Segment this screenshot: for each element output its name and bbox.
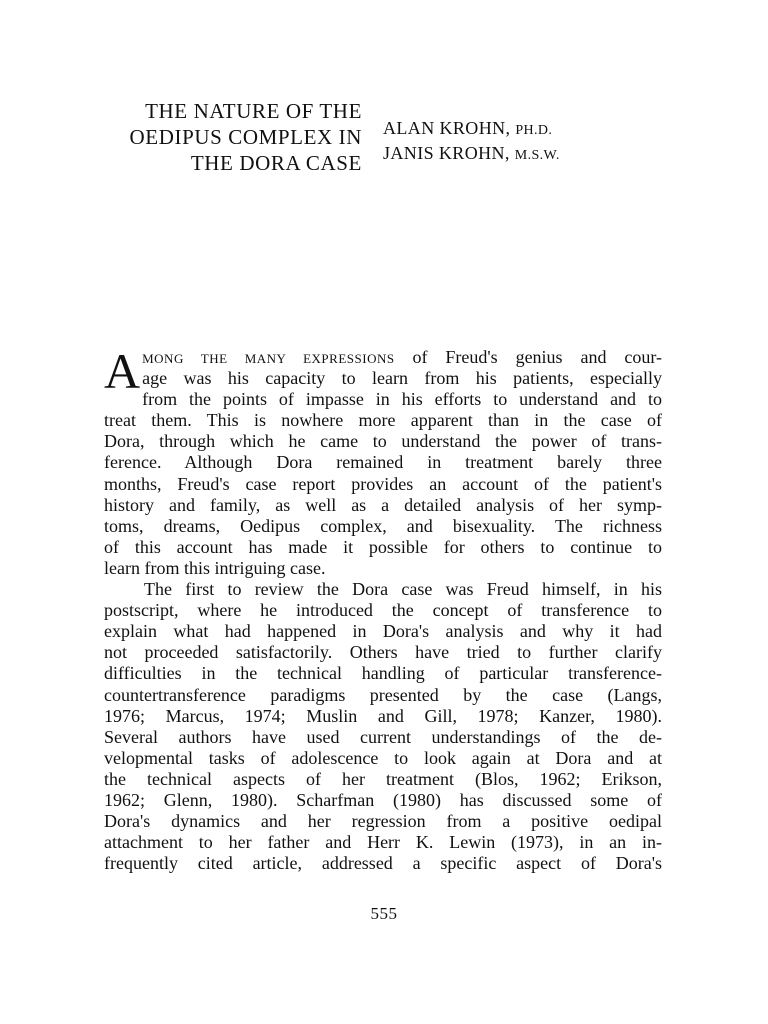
body-line: frequently cited article, addressed a specific aspect of Dora's <box>104 853 662 874</box>
body-line: difficulties in the technical handling of particular transference- <box>104 663 662 684</box>
page-number: 555 <box>370 904 398 923</box>
body-line: learn from this intriguing case. <box>104 557 326 578</box>
body-line: toms, dreams, Oedipus complex, and bisexuality. The richness <box>104 515 662 536</box>
body-line: 1962; Glenn, 1980). Scharfman (1980) has discussed some of <box>104 789 662 810</box>
body-line-1-rest: of Freud's genius and cour- <box>394 347 662 367</box>
body-line: of this account has made it possible for others to continue to <box>104 536 662 557</box>
author-1-degree: PH.D. <box>515 123 553 138</box>
author-list <box>383 117 560 167</box>
body-line: age was his capacity to learn from his patients, especially <box>142 368 662 389</box>
body-line: velopmental tasks of adolescence to look again at Dora and at <box>104 747 662 768</box>
body-line: the technical aspects of her treatment (Blos, 1962; Erikson, <box>104 768 662 789</box>
body-line: history and family, as well as a detailed analysis of her symp- <box>104 494 662 515</box>
body-line: explain what had happened in Dora's analysis and why it had <box>104 621 662 642</box>
body-line: postscript, where he introduced the concept of transference to <box>104 600 662 621</box>
article-title <box>100 98 362 176</box>
body-line: from the points of impasse in his efforts to understand and to <box>142 389 662 410</box>
author-1 <box>383 117 560 142</box>
title-line-2: OEDIPUS COMPLEX IN <box>129 125 362 149</box>
article-body <box>104 343 662 874</box>
body-line: Dora, through which he came to understand the power of trans- <box>104 431 662 452</box>
author-1-name: ALAN KROHN, <box>383 118 511 138</box>
body-line <box>104 347 662 368</box>
title-line-3: THE DORA CASE <box>190 151 362 175</box>
body-line: treat them. This is nowhere more apparent than in the case of <box>104 410 662 431</box>
body-line: ference. Although Dora remained in treatment barely three <box>104 452 662 473</box>
body-line: The first to review the Dora case was Freud himself, in his <box>144 579 662 600</box>
body-line: Dora's dynamics and her regression from a positive oedipal <box>104 811 662 832</box>
author-2 <box>383 142 560 167</box>
author-2-name: JANIS KROHN, <box>383 143 510 163</box>
body-line: attachment to her father and Herr K. Lewin (1973), in an in- <box>104 832 662 853</box>
title-line-1: THE NATURE OF THE <box>145 99 362 123</box>
drop-cap: A <box>104 343 141 399</box>
body-line: countertransference paradigms presented by the case (Langs, <box>104 684 662 705</box>
body-line: months, Freud's case report provides an account of the patient's <box>104 473 662 494</box>
lead-small-caps: MONG THE MANY EXPRESSIONS <box>142 351 395 366</box>
body-line: not proceeded satisfactorily. Others have tried to further clarify <box>104 642 662 663</box>
body-line: Several authors have used current understandings of the de- <box>104 726 662 747</box>
author-2-degree: M.S.W. <box>514 148 560 163</box>
body-line: 1976; Marcus, 1974; Muslin and Gill, 1978; Kanzer, 1980). <box>104 705 662 726</box>
